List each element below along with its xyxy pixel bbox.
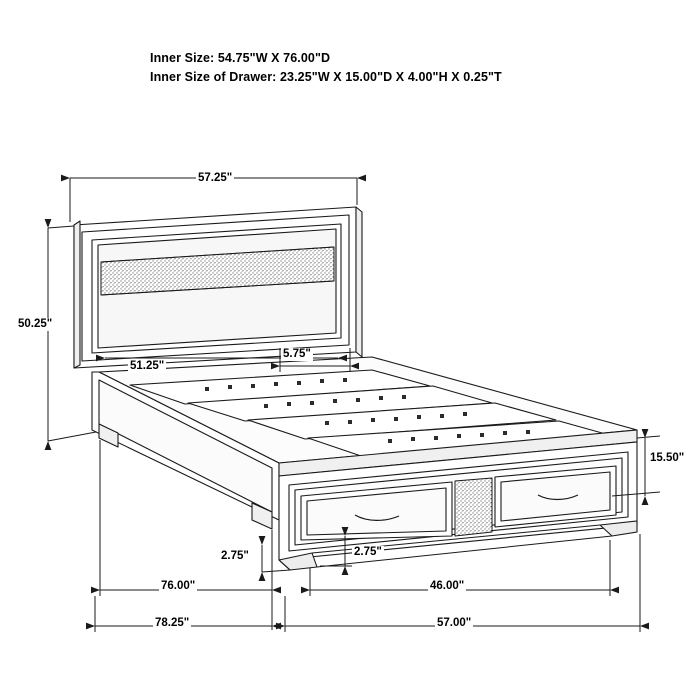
dim-overall-width: 57.00" [437,617,472,629]
dim-rail-offset: 5.75" [283,348,311,360]
note-line-2: Inner Size of Drawer: 23.25"W X 15.00"D X 4.00"H X 0.25"T [150,70,502,84]
note-line-1: Inner Size: 54.75"W X 76.00"D [150,51,331,65]
dim-headboard-width: 57.25" [198,172,233,184]
dim-footboard-drawer-width: 46.00" [430,580,465,592]
dim-foot-clearance-right: 2.75" [354,546,382,558]
dim-overall-depth: 78.25" [155,617,190,629]
dim-foot-clearance-left: 2.75" [221,550,249,562]
dim-headboard-panel-width: 51.25" [130,360,165,372]
dim-footboard-height: 15.50" [650,452,685,464]
dim-side-rail-length: 76.00" [161,580,196,592]
dim-overall-height: 50.25" [18,318,53,330]
headboard [74,207,362,368]
